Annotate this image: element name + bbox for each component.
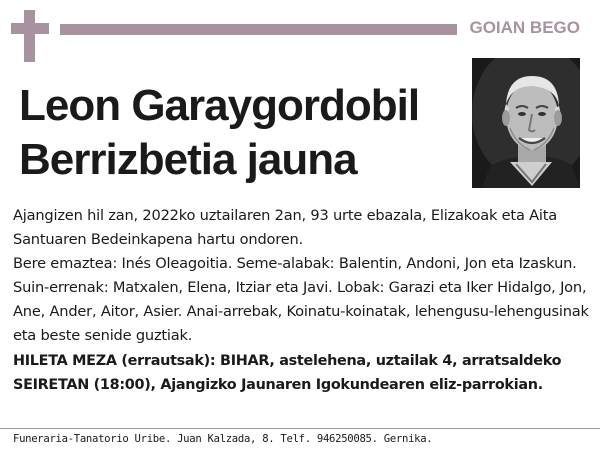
funeral-mass-text: HILETA MEZA (errautsak): BIHAR, astelehena, uztailak 4, arratsaldeko SEIRETAN (18:00), Ajangizko Jaunaren Igokundearen eliz-parrokian. [13, 353, 562, 393]
cross-icon [11, 10, 49, 62]
portrait-illustration [472, 58, 580, 188]
death-notice-text: Ajangizen hil zan, 2022ko uztailaren 2an, 93 urte ebazala, Elizakoak eta Aita Santuaren Bedeinkapena hartu ondoren. [13, 207, 558, 248]
portrait-photo [472, 58, 580, 188]
name-line-1: Leon Garaygordobil [19, 81, 420, 130]
deceased-name [19, 79, 419, 187]
location-label: GOIAN BEGO [469, 18, 580, 37]
name-line-2: Berrizbetia jauna [19, 135, 357, 184]
footer-divider [0, 428, 600, 429]
family-list-text: Bere emaztea: Inés Oleagoitia. Seme-alabak: Balentin, Andoni, Jon eta Izaskun. Suin-errenak: Matxalen, Elena, Itziar eta Javi. Lobak: Garazi eta Iker Hidalgo, Jon, Ane, Ander, Aitor, Asier. Anai-arrebak, Koinatu-koinatak, lehengusu-lehengusinak eta beste senide guztiak. [13, 255, 589, 344]
funeral-home-footer: Funeraria-Tanatorio Uribe. Juan Kalzada, 8. Telf. 946250085. Gernika. [13, 433, 433, 445]
header-divider [60, 24, 457, 35]
